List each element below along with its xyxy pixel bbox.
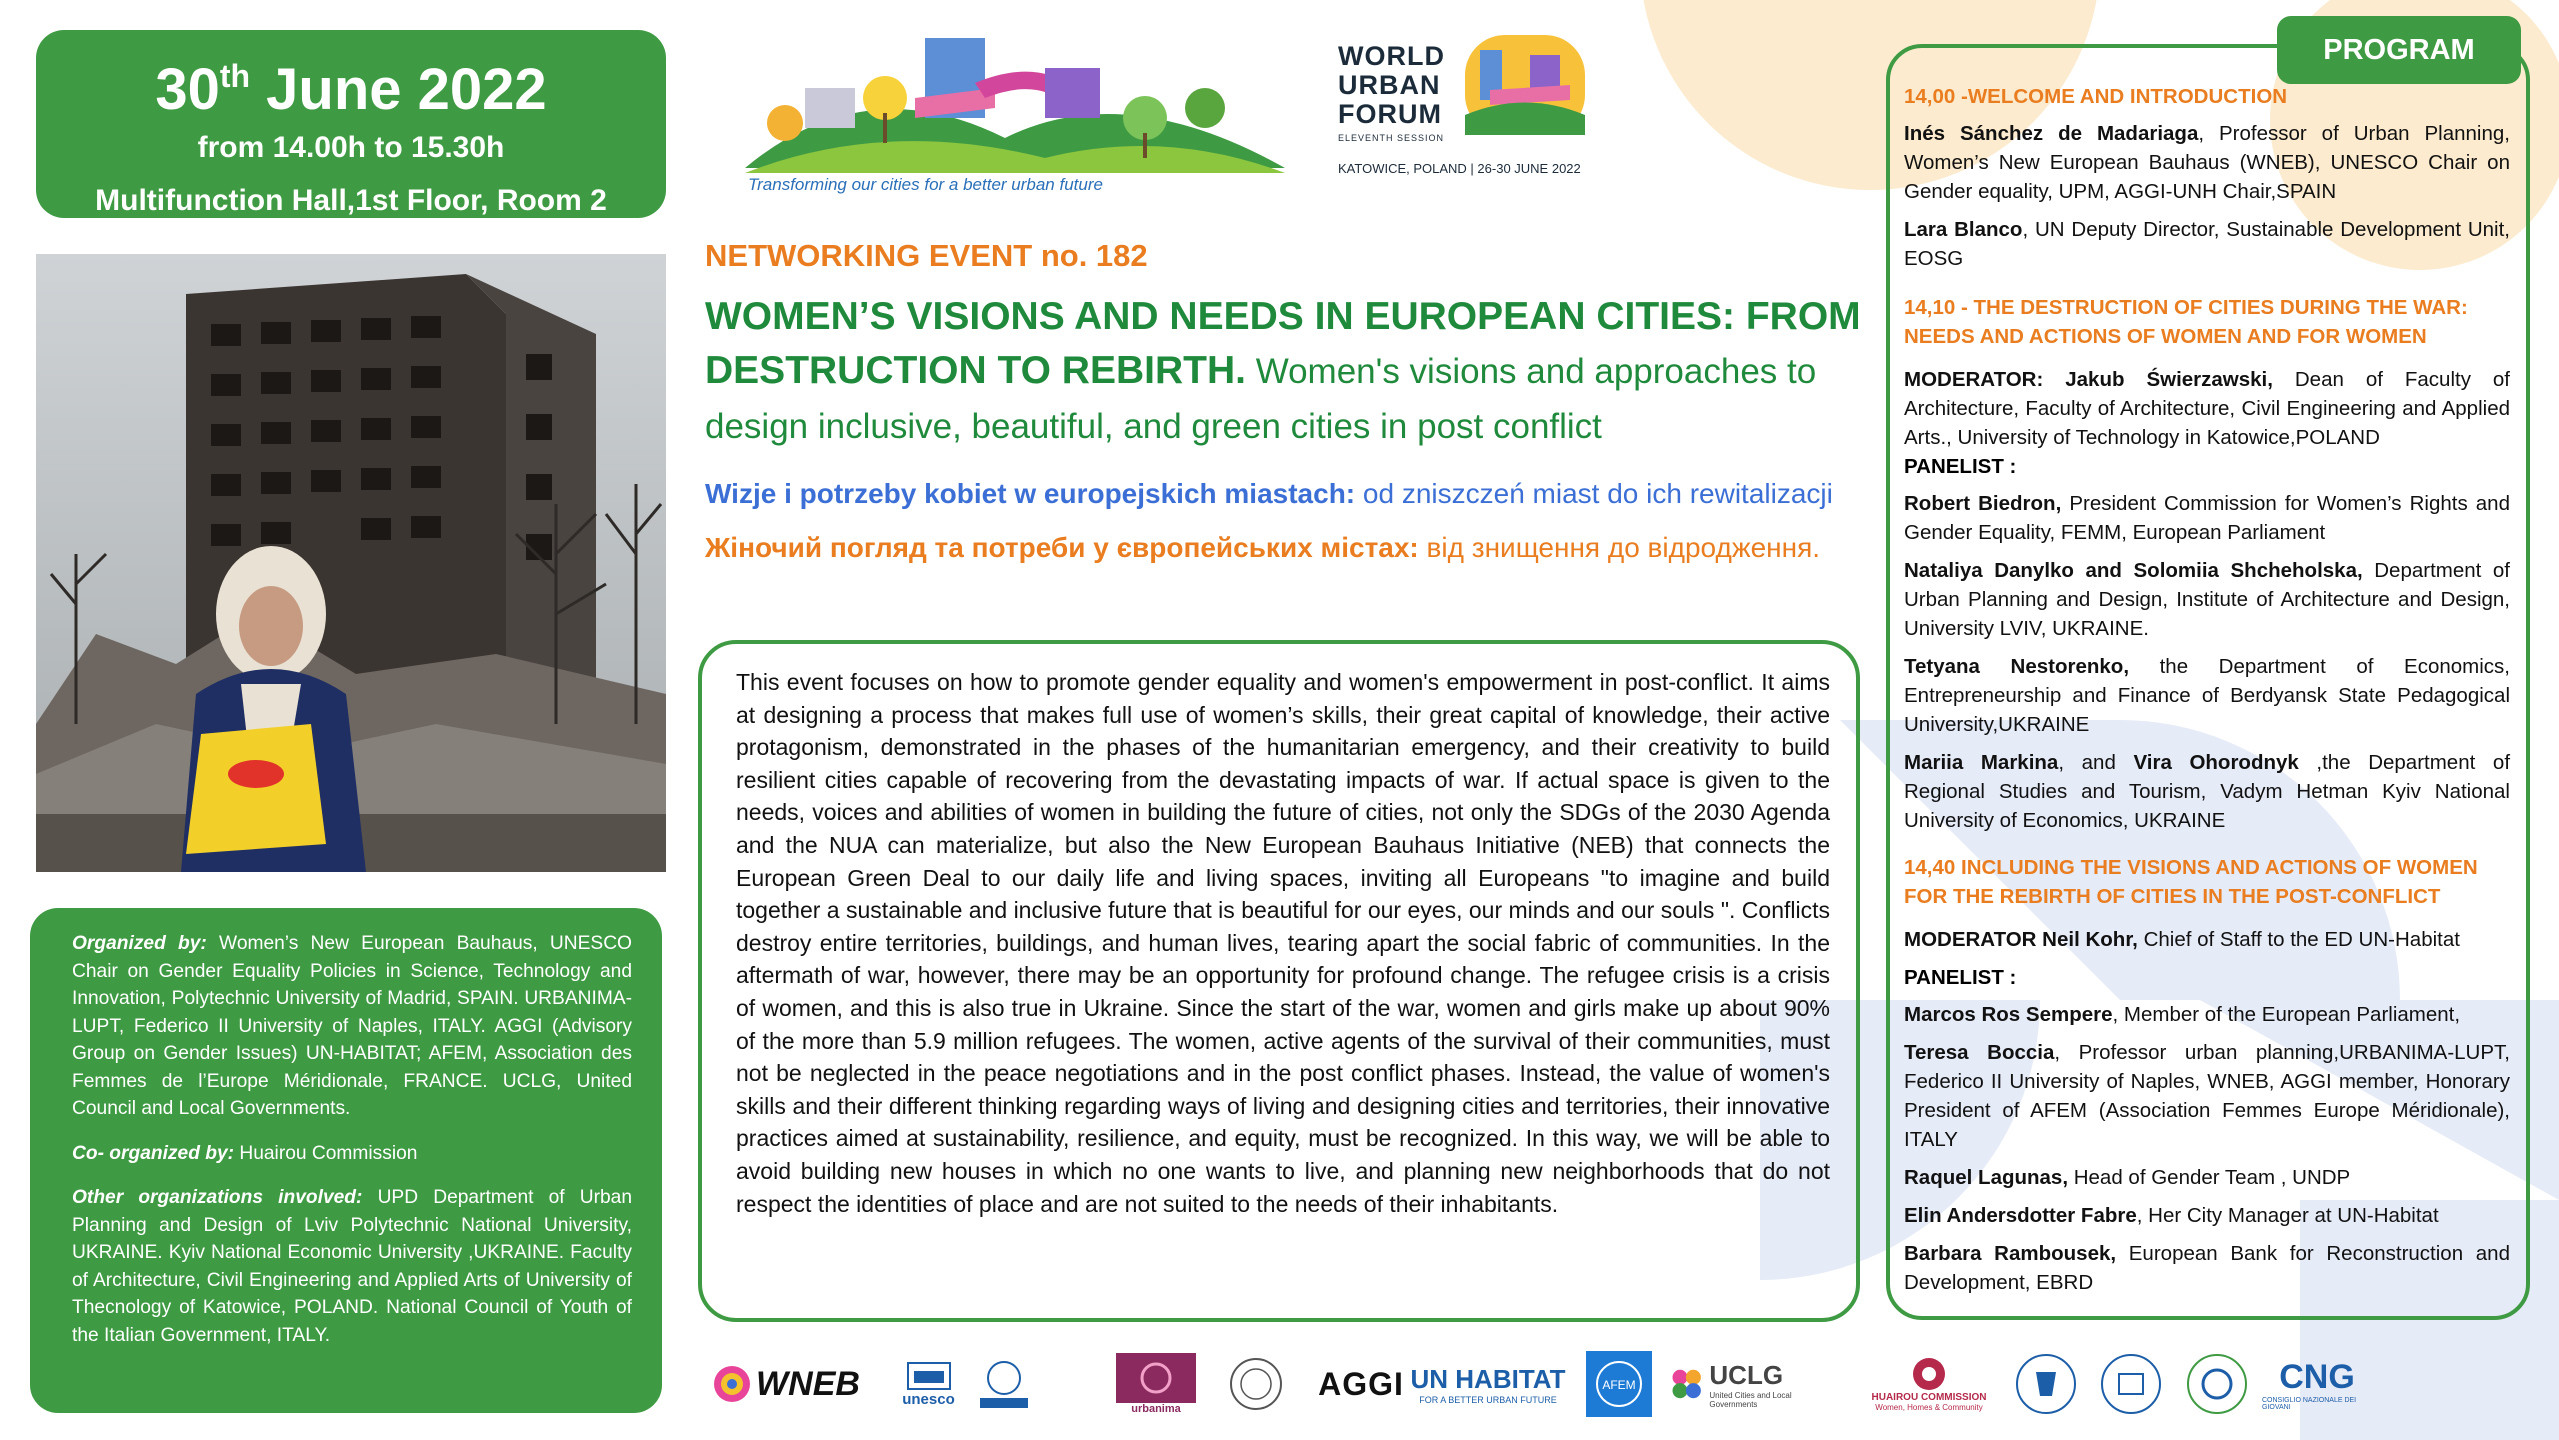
program-speaker: Barbara Rambousek, European Bank for Reconstruction and Development, EBRD xyxy=(1904,1242,2510,1294)
panelist-label: PANELIST : xyxy=(1904,966,2017,989)
upm-logo xyxy=(974,1344,1034,1424)
kyiv-economic-university-logo xyxy=(2182,1344,2252,1424)
partner-logos xyxy=(696,1344,2546,1424)
ukrainian-title: Жіночий погляд та потреби у європейських містах: від знищення до відродження. xyxy=(705,532,1821,563)
program-box xyxy=(1886,44,2530,1320)
event-number: NETWORKING EVENT no. 182 xyxy=(705,238,1148,273)
event-description: This event focuses on how to promote gender equality and women's empowerment in post-conflict. It aims at designing a process that makes full use of women’s skills, their great capital of knowledge, their active protagonism, demonstrated in the phases of the humanitarian emergency, and their creativity to build resilient cities capable of recovering from the devastating impacts of war. If actual space is given to the needs, voices and abilities of women in building the future of cities, not only the SDGs of the 2030 Agenda and the NUA can materialize, but also the New European Bauhaus Initiative (NEB) that connects the European Green Deal to our daily life and living spaces, inviting all Europeans "to imagine and build together a sustainable and inclusive future that is beautiful for our eyes, our minds and our souls ". Conflicts destroy entire territories, buildings, and human lives, tearing apart the social fabric of communities. In the aftermath of war, however, there may be an opportunity for profound change. The refugee crisis is a crisis of women, and this is also true in Ukraine. Since the start of the war, women and girls make up about 90% of the more than 5.9 million refugees. The women, active agents of the survival of their communities, must not be neglected in the peace negotiations and in the post conflict phases. Instead, the value of women's skills and their different thinking regarding ways of living and designing cities and territories, their innovative practices aimed at sustainability, resilience, and equity, must be recognized. In this way, we will be able to avoid building new houses in which no one wants to live, and planning new neighborhoods that do not respect the identities of place and are not suited to the needs of their inhabitants. xyxy=(736,669,1830,1217)
un-habitat-logo: UN HABITAT FOR A BETTER URBAN FUTURE xyxy=(1410,1363,1566,1405)
program-speaker: Mariia Markina, and Vira Ohorodnyk ,the Department of Regional Studies and Tourism, Vadym Hetman Kyiv National University of Economics, UKRAINE xyxy=(1904,751,2511,832)
city-illustration-logo xyxy=(745,28,1285,176)
other-organizations: Other organizations involved: UPD Department of Urban Planning and Design of Lviv Polytechnic National University, UKRAINE. Kyiv National Economic University ,UKRAINE. Faculty of Architecture, Civil Engineering and Applied Arts of University of Thecnology of Katowice, POLAND. National Council of Youth of the Italian Government, ITALY. xyxy=(72,1187,633,1346)
huairou-logo: HUAIROU COMMISSION Women, Homes & Community xyxy=(1864,1344,1994,1424)
polish-title: Wizje i potrzeby kobiet w europejskich miastach: od zniszczeń miast do ich rewitalizacji xyxy=(705,478,1833,509)
lviv-polytechnic-logo xyxy=(2096,1344,2166,1424)
svg-text:AFEM: AFEM xyxy=(1602,1378,1636,1392)
wneb-logo: WNEB xyxy=(696,1344,876,1424)
event-location: Multifunction Hall,1st Floor, Room 2 xyxy=(95,184,607,217)
organizers-box xyxy=(30,908,662,1413)
program-section-3-title: 14,40 INCLUDING THE VISIONS AND ACTIONS OF WOMEN FOR THE REBIRTH OF CITIES IN THE POST-CONFLICT xyxy=(1904,856,2478,908)
war-photo xyxy=(36,254,666,872)
program-section-1-title: 14,00 -WELCOME AND INTRODUCTION xyxy=(1904,85,2288,108)
urbanima-logo: urbanima xyxy=(1116,1344,1196,1424)
program-speaker: Nataliya Danylko and Solomiia Shcheholska, Department of Urban Planning and Design, Institute of Architecture and Design, University LVIV, UKRAINE. xyxy=(1904,559,2510,640)
event-date: 30th June 2022 xyxy=(155,57,547,122)
event-time: from 14.00h to 15.30h xyxy=(197,131,505,164)
unesco-logo: unesco xyxy=(891,1344,966,1424)
program-speaker: Inés Sánchez de Madariaga, Professor of Urban Planning, Women’s New European Bauhaus (WNEB), UNESCO Chair on Gender equality, UPM, AGGI-UNH Chair,SPAIN xyxy=(1904,122,2510,203)
program-speaker: Raquel Lagunas, Head of Gender Team , UNDP xyxy=(1904,1166,2351,1189)
wuf-session: ELEVENTH SESSION xyxy=(1338,133,1445,143)
program-tab: PROGRAM xyxy=(2277,16,2521,84)
forum-tagline: Transforming our cities for a better urban future xyxy=(748,175,1103,194)
program-speaker: Elin Andersdotter Fabre, Her City Manager at UN-Habitat xyxy=(1904,1204,2439,1227)
program-speaker: Teresa Boccia, Professor urban planning,URBANIMA-LUPT, Federico II University of Naples, WNEB, AGGI member, Honorary President of AFEM (Association Femmes Europe Méridionale), ITALY xyxy=(1904,1041,2510,1151)
program-speaker: Robert Biedron, President Commission for Women’s Rights and Gender Equality, FEMM, European Parliament xyxy=(1904,492,2510,544)
organized-by: Organized by: Women’s New European Bauhaus, UNESCO Chair on Gender Equality Policies in Science, Technology and Innovation, Polytechnic University of Madrid, SPAIN. URBANIMA-LUPT, Federico II University of Naples, ITALY. AGGI (Advisory Group on Gender Issues) UN-HABITAT; AFEM, Association des Femmes de l’Europe Méridionale, FRANCE. UCLG, United Council and Local Governments. xyxy=(72,933,632,1119)
katowice-university-logo xyxy=(2011,1344,2081,1424)
program-speaker: Marcos Ros Sempere, Member of the European Parliament, xyxy=(1904,1003,2461,1026)
program-speaker: Lara Blanco, UN Deputy Director, Sustainable Development Unit, EOSG xyxy=(1904,218,2510,270)
date-box xyxy=(36,30,666,218)
wuf-wordmark: WORLD URBAN FORUM xyxy=(1338,41,1445,129)
program-section-2-title: 14,10 - THE DESTRUCTION OF CITIES DURING THE WAR: NEEDS AND ACTIONS OF WOMEN AND FOR WOMEN xyxy=(1904,296,2468,348)
panelist-label: PANELIST : xyxy=(1904,455,2017,478)
description-box xyxy=(698,640,1860,1322)
program-moderator: MODERATOR Neil Kohr, Chief of Staff to the ED UN-Habitat xyxy=(1904,928,2460,951)
cng-logo: CNG CONSIGLIO NAZIONALE DEI GIOVANI xyxy=(2262,1357,2357,1411)
co-organized-by: Co- organized by: Huairou Commission xyxy=(72,1142,418,1164)
afem-logo xyxy=(1584,1344,1654,1424)
program-moderator: MODERATOR: Jakub Świerzawski, Dean of Faculty of Architecture, Faculty of Architecture, Civil Engineering and Applied Arts., University of Technology in Katowice,POLAND xyxy=(1904,368,2510,449)
event-title: WOMEN’S VISIONS AND NEEDS IN EUROPEAN CITIES: FROM DESTRUCTION TO REBIRTH. Women's visions and approaches to design inclusive, beautiful, and green cities in post conflict xyxy=(705,295,1861,446)
wuf-emblem-logo xyxy=(1460,30,1590,140)
naples-university-logo xyxy=(1216,1344,1296,1424)
aggi-logo: AGGI xyxy=(1318,1365,1404,1402)
wuf-place: KATOWICE, POLAND | 26-30 JUNE 2022 xyxy=(1338,161,1581,176)
uclg-logo: UCLG United Cities and Local Governments xyxy=(1670,1344,1820,1424)
program-speaker: Tetyana Nestorenko, the Department of Economics, Entrepreneurship and Finance of Berdyansk State Pedagogical University,UKRAINE xyxy=(1904,655,2510,736)
